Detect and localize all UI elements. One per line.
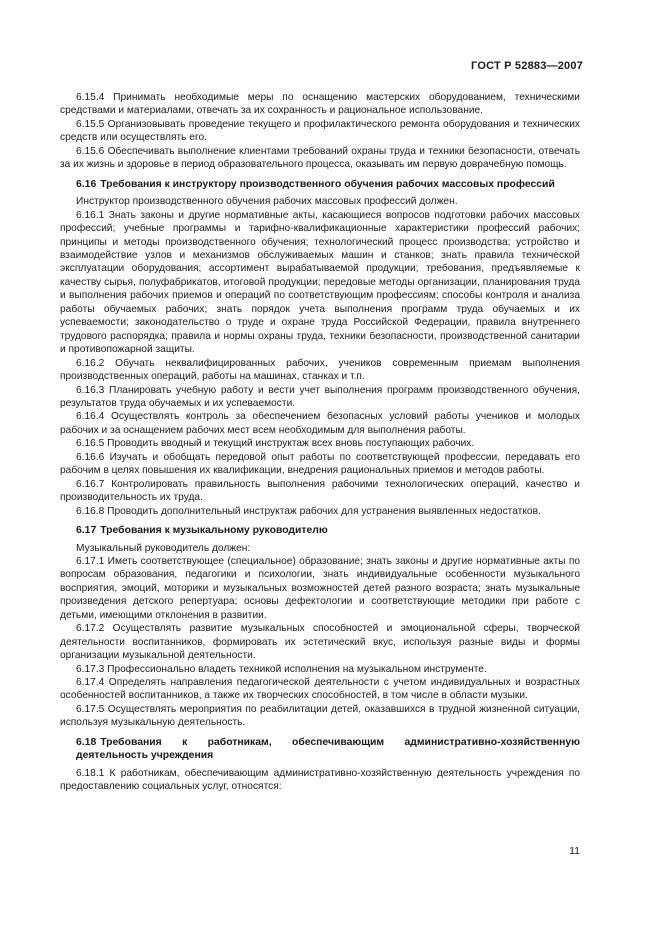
section-heading-title: Требования к музыкальному руководителю bbox=[100, 525, 328, 537]
paragraph: 6.16.3 Планировать учебную работу и вести учет выполнения программ производственного обучения, результатов труда обучаемых и их успеваемости. bbox=[60, 384, 580, 409]
section-heading-number: 6.18 bbox=[76, 736, 97, 748]
section-heading-title: Требования к инструктору производственного обучения рабочих массовых профессий bbox=[100, 178, 555, 190]
page-number: 11 bbox=[569, 845, 580, 857]
paragraph: 6.16.2 Обучать неквалифицированных рабочих, учеников современным приемам выполнения производственных операций, работы на машинах, станках и т.п. bbox=[60, 357, 580, 383]
paragraph: 6.16.4 Осуществлять контроль за обеспечением безопасных условий работы учеников и молодых рабочих и за оснащением рабочих мест всем необходимым для выполнения работы. bbox=[60, 411, 580, 436]
document-number: ГОСТ Р 52883—2007 bbox=[471, 60, 583, 72]
paragraph: 6.17.4 Определять направления педагогической деятельности с учетом индивидуальных и возрастных особенностей воспитанников, а также их творческих способностей, в том числе в области музыки. bbox=[60, 677, 580, 702]
section-heading-number: 6.17 bbox=[76, 525, 97, 537]
section-heading bbox=[60, 736, 580, 763]
paragraph: Инструктор производственного обучения рабочих массовых профессий должен. bbox=[76, 196, 458, 208]
paragraph: Музыкальный руководитель должен: bbox=[76, 542, 251, 554]
section-heading-title: Требования к работникам, обеспечивающим административно-хозяйственную деятельность учреждения bbox=[76, 736, 580, 762]
section-heading bbox=[60, 524, 580, 537]
paragraph: 6.16.8 Проводить дополнительный инструктаж рабочих для устранения выявленных недостатков. bbox=[76, 505, 541, 517]
paragraph: 6.18.1 К работникам, обеспечивающим административно-хозяйственную деятельность учреждения по предоставлению социальных услуг, относятся: bbox=[60, 767, 580, 793]
paragraph: 6.17.5 Осуществлять мероприятия по реабилитации детей, оказавшихся в трудной жизненной ситуации, используя музыкальную деятельность. bbox=[60, 703, 580, 729]
paragraph: 6.17.1 Иметь соответствующее (специальное) образование; знать законы и другие нормативные акты по вопросам образования, педагогики и психологии, знать индивидуальные особенности музыкального восприятия, эмоций, моторики и музыкальных возможностей детей разного возраста; знать музыкальные произведения детского репертуара; основы дефектологии и соответствующие методики при работе с детьми, имеющими отклонения в развитии. bbox=[60, 555, 580, 621]
paragraph: 6.16.5 Проводить вводный и текущий инструктаж всех вновь поступающих рабочих. bbox=[76, 438, 475, 450]
paragraph: 6.15.5 Организовывать проведение текущего и профилактического ремонта оборудования и технических средств или осуществлять его. bbox=[60, 118, 580, 144]
document-body bbox=[60, 91, 580, 794]
paragraph: 6.15.4 Принимать необходимые меры по оснащению мастерских оборудованием, техническими средствами и материалами, отвечать за их сохранность и рациональное использование. bbox=[60, 92, 580, 117]
paragraph: 6.15.6 Обеспечивать выполнение клиентами требований охраны труда и техники безопасности, отвечать за их жизнь и здоровье в период образовательного процесса, оказывать им первую доврачебную помощь. bbox=[60, 145, 580, 171]
section-heading-number: 6.16 bbox=[76, 178, 97, 190]
paragraph: 6.17.2 Осуществлять развитие музыкальных способностей и эмоциональной сферы, творческой деятельности воспитанников, формировать их эстетический вкус, используя разные виды и формы организации музыкальной деятельности. bbox=[60, 623, 580, 662]
paragraph: 6.16.7 Контролировать правильность выполнения рабочими технологических операций, качество и производительность их труда. bbox=[60, 478, 580, 504]
paragraph: 6.16.1 Знать законы и другие нормативные акты, касающиеся вопросов подготовки рабочих массовых профессий; учебные программы и тарифно-квалификационные характеристики профессий рабочих; принципы и методы производственного обучения; технологический процесс производства; устройство и взаимодействие узлов и механизмов обслуживаемых машин и станков; знать правила технической эксплуатации оборудования; ассортимент вырабатываемой продукции; требования, предъявляемые к качеству сырья, полуфабрикатов, итоговой продукции; передовые методы организации, планирования труда и выполнения рабочих приемов и операций по соответствующим профессиям; способы контроля и анализа работы обучаемых рабочих; знать порядок учета выполнения программ труда обучаемых и их успеваемости; законодательство о труде и охране труда Российской Федерации, правила внутреннего трудового распорядка; правила и нормы охраны труда, техники безопасности, производственной санитарии и противопожарной защиты. bbox=[60, 209, 580, 356]
paragraph: 6.16.6 Изучать и обобщать передовой опыт работы по соответствующей профессии, передавать его рабочим в целях повышения их квалификации, внедрения рациональных приемов и методов работы. bbox=[60, 451, 580, 477]
paragraph: 6.17.3 Профессионально владеть техникой исполнения на музыкальном инструменте. bbox=[76, 663, 487, 675]
section-heading bbox=[60, 178, 580, 191]
